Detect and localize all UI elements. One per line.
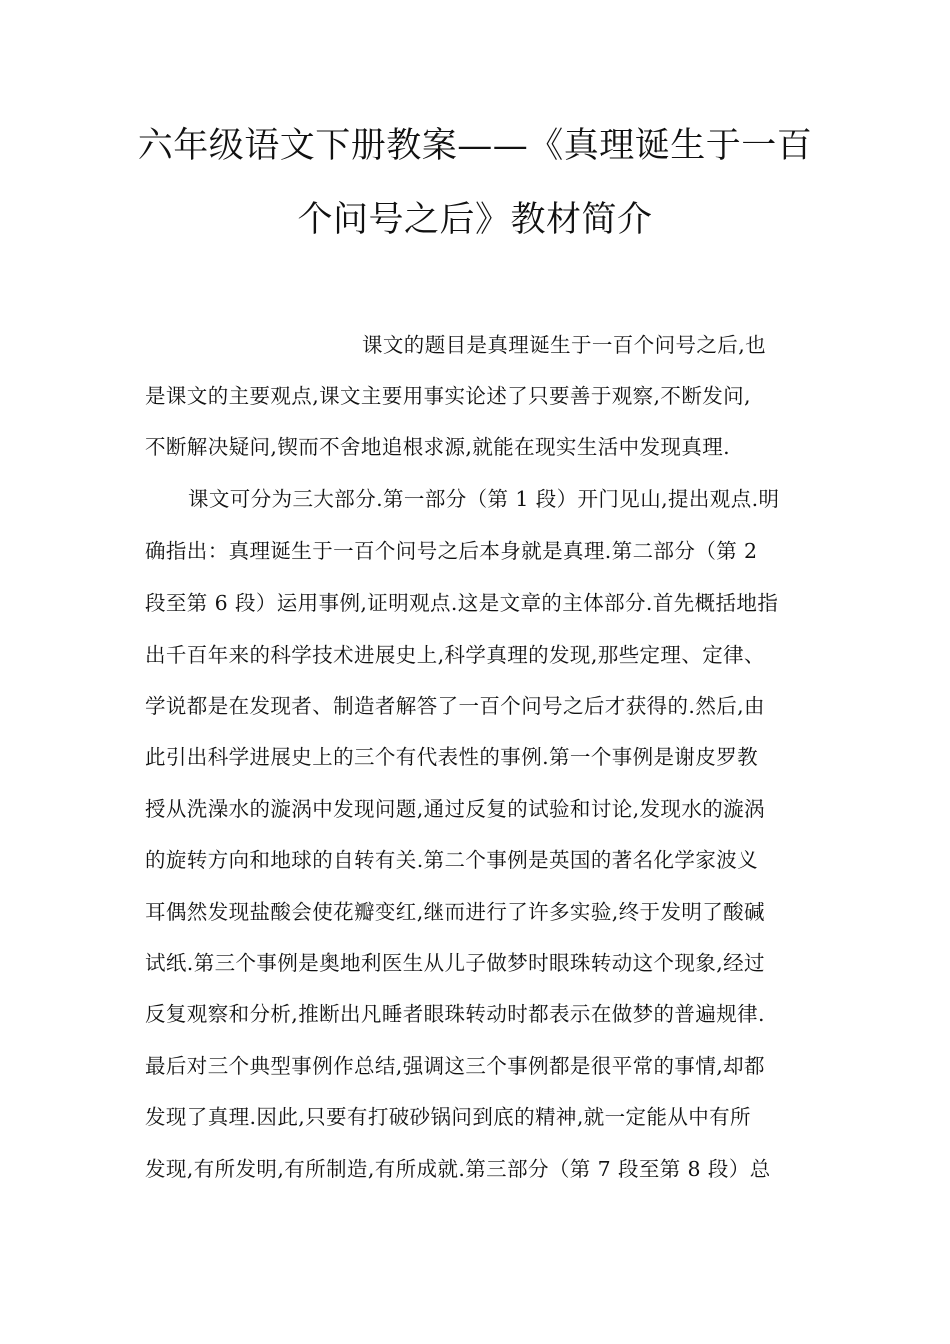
paragraph-2-line-12: 最后对三个典型事例作总结,强调这三个事例都是很平常的事情,却都 (145, 1054, 765, 1078)
document-title-line-1: 六年级语文下册教案——《真理诞生于一百 (137, 126, 813, 166)
paragraph-1-line-1: 课文的题目是真理诞生于一百个问号之后,也 (362, 333, 767, 357)
paragraph-1-line-2: 是课文的主要观点,课文主要用事实论述了只要善于观察,不断发问, (145, 384, 751, 408)
paragraph-2-line-13: 发现了真理.因此,只要有打破砂锅问到底的精神,就一定能从中有所 (145, 1105, 751, 1129)
paragraph-2-line-10: 试纸.第三个事例是奥地利医生从儿子做梦时眼珠转动这个现象,经过 (145, 951, 765, 975)
paragraph-2-line-3: 段至第 6 段）运用事例,证明观点.这是文章的主体部分.首先概括地指 (145, 591, 779, 615)
paragraph-2-line-9: 耳偶然发现盐酸会使花瓣变红,继而进行了许多实验,终于发明了酸碱 (145, 900, 765, 924)
paragraph-2-line-8: 的旋转方向和地球的自转有关.第二个事例是英国的著名化学家波义 (145, 848, 759, 872)
paragraph-1-line-3: 不断解决疑问,锲而不舍地追根求源,就能在现实生活中发现真理. (145, 435, 731, 459)
paragraph-2-line-6: 此引出科学进展史上的三个有代表性的事例.第一个事例是谢皮罗教 (145, 745, 759, 769)
paragraph-2-line-7: 授从洗澡水的漩涡中发现问题,通过反复的试验和讨论,发现水的漩涡 (145, 797, 765, 821)
paragraph-2-line-4: 出千百年来的科学技术进展史上,科学真理的发现,那些定理、定律、 (145, 643, 765, 667)
paragraph-2-line-2: 确指出：真理诞生于一百个问号之后本身就是真理.第二部分（第 2 (145, 539, 758, 563)
paragraph-2-line-5: 学说都是在发现者、制造者解答了一百个问号之后才获得的.然后,由 (145, 694, 765, 718)
paragraph-2-line-14: 发现,有所发明,有所制造,有所成就.第三部分（第 7 段至第 8 段）总 (145, 1157, 771, 1181)
document-title-line-2: 个问号之后》教材简介 (297, 200, 653, 240)
paragraph-2-line-11: 反复观察和分析,推断出凡睡者眼珠转动时都表示在做梦的普遍规律. (145, 1002, 765, 1026)
paragraph-2-line-1: 课文可分为三大部分.第一部分（第 1 段）开门见山,提出观点.明 (188, 487, 780, 511)
